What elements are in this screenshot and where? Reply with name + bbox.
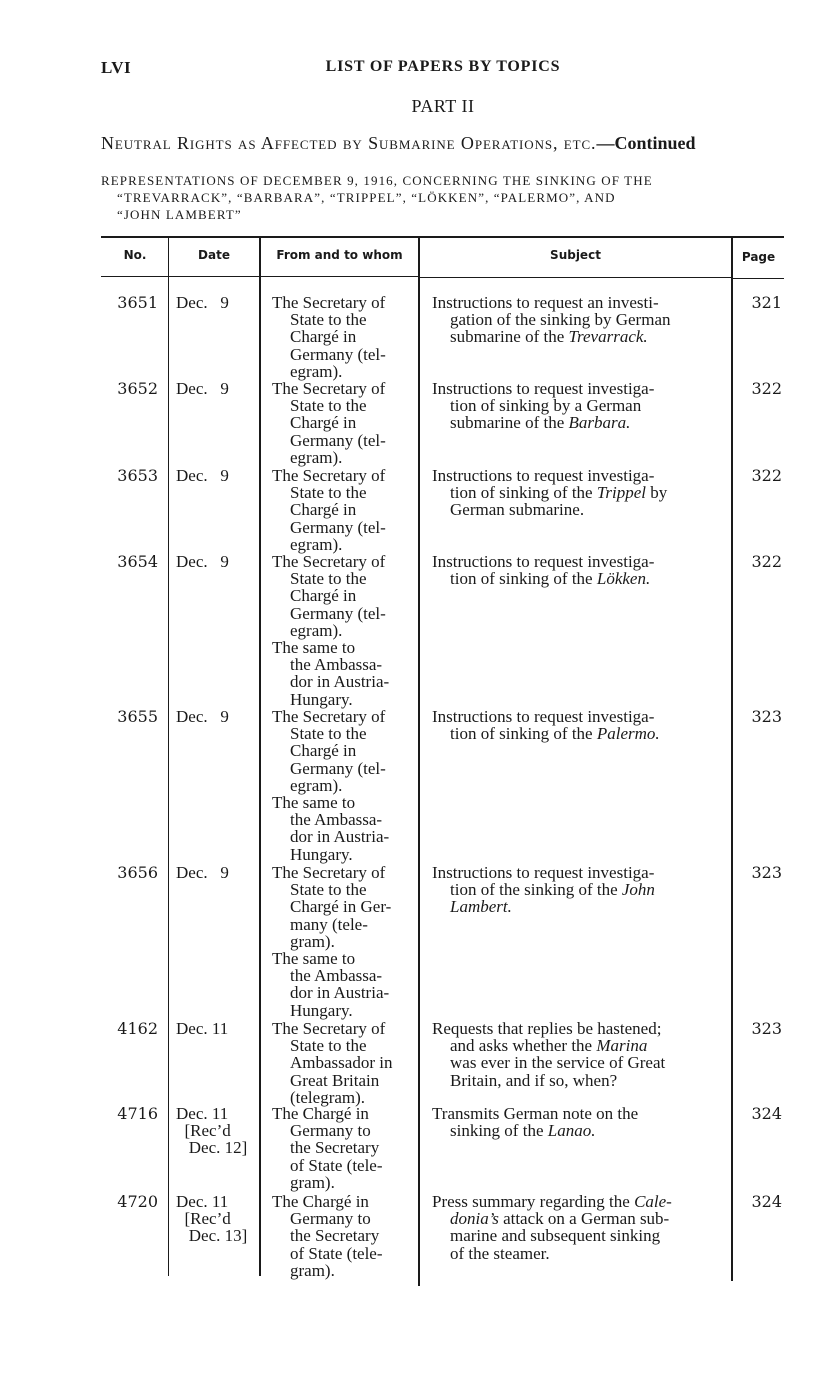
subject-line: tion of sinking of the Lökken.	[450, 569, 651, 589]
subject-line: sinking of the Lanao.	[450, 1121, 596, 1141]
column-rule	[731, 236, 733, 1281]
from-line: The Chargé in	[272, 1104, 369, 1123]
row-date: Dec. 11	[176, 1019, 229, 1038]
row-page: 322	[751, 466, 782, 485]
from-line: The Chargé in	[272, 1192, 369, 1211]
row-from-to	[272, 1020, 414, 1106]
row-date: Dec. 9	[176, 379, 229, 398]
row-subject	[432, 708, 722, 742]
header-underline	[169, 276, 259, 277]
section-continued: —Continued	[596, 133, 696, 153]
column-rule	[418, 236, 420, 1286]
subject-line: tion of the sinking of the John	[450, 880, 655, 900]
row-date: Dec. 9	[176, 863, 229, 882]
from-line: of State (tele-	[290, 1155, 383, 1175]
subject-line: Instructions to request investiga-	[432, 707, 655, 726]
row-date: Dec. 11 [Rec’d Dec. 12]	[176, 1104, 248, 1158]
row-from-to	[272, 294, 414, 380]
from-line: Germany (tel-	[290, 344, 386, 364]
from-line: The Secretary of	[272, 552, 386, 571]
row-from-to	[272, 380, 414, 466]
vessel-name: donia’s	[450, 1209, 499, 1229]
from-line: Ambassador in	[290, 1053, 393, 1073]
subject-line: Instructions to request investiga-	[432, 379, 655, 398]
row-from-to	[272, 553, 414, 708]
from-line: Germany (tel-	[290, 517, 386, 537]
subject-line: gation of the sinking by German	[450, 310, 671, 330]
row-subject	[432, 1105, 722, 1139]
from-line: The Secretary of	[272, 466, 386, 485]
from-line: Germany to	[290, 1121, 371, 1141]
subject-line	[432, 898, 722, 915]
row-from-to	[272, 467, 414, 553]
subject-line: tion of sinking of the Palermo.	[450, 724, 660, 744]
row-from-to	[272, 864, 414, 1019]
subsection-line: REPRESENTATIONS OF DECEMBER 9, 1916, CONCERNING THE SINKING OF THE	[101, 173, 653, 188]
from-line: many (tele-	[290, 914, 368, 934]
vessel-name: Barbara.	[568, 413, 631, 433]
from-line: Hungary.	[290, 844, 353, 864]
row-number: 4716	[117, 1104, 158, 1123]
row-date: Dec. 11 [Rec’d Dec. 13]	[176, 1192, 248, 1246]
subject-line: submarine of the Trevarrack.	[450, 327, 648, 347]
from-line: egram).	[290, 620, 343, 640]
from-line: State to the	[290, 1036, 367, 1056]
subject-line: of the steamer.	[450, 1243, 550, 1263]
from-line: State to the	[290, 310, 367, 330]
from-line: Chargé in	[290, 327, 357, 347]
from-line: Germany (tel-	[290, 603, 386, 623]
table-top-rule	[101, 236, 784, 238]
subject-line: Britain, and if so, when?	[450, 1070, 618, 1090]
row-number: 4162	[117, 1019, 158, 1038]
page-number: LVI	[101, 58, 132, 77]
from-line: egram).	[290, 361, 343, 381]
from-line: Germany (tel-	[290, 758, 386, 778]
row-page: 323	[751, 1019, 782, 1038]
row-number: 4720	[117, 1192, 158, 1211]
column-header-no: No.	[123, 248, 147, 262]
row-date: Dec. 9	[176, 552, 229, 571]
subject-line: tion of sinking by a German	[450, 396, 642, 416]
from-line: Great Britain	[290, 1070, 380, 1090]
row-from-to	[272, 1105, 414, 1191]
section-title-text: Neutral Rights as Affected by Submarine Operations, etc.	[101, 133, 597, 153]
from-line: State to the	[290, 396, 367, 416]
row-number: 3655	[117, 707, 158, 726]
subject-line: Instructions to request an investi-	[432, 293, 659, 312]
from-line: The Secretary of	[272, 293, 386, 312]
row-page: 324	[751, 1104, 782, 1123]
from-line: gram).	[290, 1172, 335, 1192]
subject-line: Instructions to request investiga-	[432, 552, 655, 571]
from-line: Hungary.	[290, 689, 353, 709]
from-line: egram).	[290, 775, 343, 795]
subsection-heading	[101, 172, 784, 223]
row-subject	[432, 1193, 722, 1262]
from-line: Chargé in	[290, 586, 357, 606]
row-subject	[432, 380, 722, 432]
row-page: 324	[751, 1192, 782, 1211]
column-header-page: Page	[741, 250, 776, 264]
subject-line: Instructions to request investiga-	[432, 863, 655, 882]
vessel-name: Lambert.	[450, 897, 512, 917]
row-number: 3656	[117, 863, 158, 882]
from-line: The Secretary of	[272, 1019, 386, 1038]
subject-line: submarine of the Barbara.	[450, 413, 631, 433]
part-heading: PART II	[411, 96, 475, 116]
from-line: dor in Austria-	[290, 672, 390, 692]
from-line: the Secretary	[290, 1226, 380, 1246]
column-rule	[168, 236, 169, 1276]
from-line: The Secretary of	[272, 863, 386, 882]
from-line: the Ambassa-	[290, 810, 383, 830]
from-line: dor in Austria-	[290, 983, 390, 1003]
column-header-date: Date	[198, 248, 230, 262]
row-subject	[432, 294, 722, 346]
row-subject	[432, 1020, 722, 1089]
row-date: Dec. 9	[176, 466, 229, 485]
column-rule	[259, 236, 261, 1276]
subject-line: Instructions to request investiga-	[432, 466, 655, 485]
from-line: egram).	[290, 447, 343, 467]
row-from-to	[272, 1193, 414, 1279]
row-number: 3653	[117, 466, 158, 485]
subject-line: was ever in the service of Great	[450, 1053, 666, 1073]
column-header-from: From and to whom	[276, 248, 403, 262]
from-line: State to the	[290, 483, 367, 503]
vessel-name: Lanao.	[547, 1121, 596, 1141]
header-underline	[733, 278, 784, 279]
from-line: Chargé in	[290, 741, 357, 761]
subject-line: Press summary regarding the Cale-	[432, 1192, 672, 1211]
row-number: 3654	[117, 552, 158, 571]
from-line: State to the	[290, 569, 367, 589]
vessel-name: Palermo.	[596, 724, 660, 744]
subject-line: marine and subsequent sinking	[450, 1226, 661, 1246]
from-line: The Secretary of	[272, 379, 386, 398]
from-line: Hungary.	[290, 1000, 353, 1020]
from-line: Chargé in	[290, 500, 357, 520]
vessel-name: Marina	[596, 1036, 648, 1056]
from-line: gram).	[290, 1260, 335, 1280]
vessel-name: Trippel	[596, 483, 646, 503]
running-title: LIST OF PAPERS BY TOPICS	[325, 58, 561, 75]
subject-line: and asks whether the Marina	[450, 1036, 648, 1056]
vessel-name: Cale-	[634, 1192, 672, 1211]
row-page: 321	[751, 293, 782, 312]
from-line: of State (tele-	[290, 1243, 383, 1263]
row-number: 3651	[117, 293, 158, 312]
row-subject	[432, 467, 722, 519]
from-line: Germany to	[290, 1209, 371, 1229]
from-line: Chargé in Ger-	[290, 897, 392, 917]
vessel-name: Trevarrack.	[568, 327, 648, 347]
from-line: gram).	[290, 931, 335, 951]
subject-line: Transmits German note on the	[432, 1104, 639, 1123]
from-line: the Secretary	[290, 1138, 380, 1158]
vessel-name: John	[621, 880, 655, 900]
row-number: 3652	[117, 379, 158, 398]
header-underline	[101, 276, 169, 277]
from-line: Germany (tel-	[290, 430, 386, 450]
from-line: The same to	[272, 793, 356, 813]
header-underline	[261, 276, 418, 277]
from-line: State to the	[290, 880, 367, 900]
row-date: Dec. 9	[176, 293, 229, 312]
row-subject	[432, 553, 722, 587]
from-line: the Ambassa-	[290, 966, 383, 986]
subsection-line: “JOHN LAMBERT”	[117, 207, 242, 222]
row-subject	[432, 864, 722, 916]
from-line: the Ambassa-	[290, 655, 383, 675]
subject-line: donia’s attack on a German sub-	[450, 1209, 670, 1229]
row-date: Dec. 9	[176, 707, 229, 726]
from-line: egram).	[290, 534, 343, 554]
header-underline	[420, 277, 731, 278]
from-line: State to the	[290, 724, 367, 744]
from-line: The same to	[272, 949, 356, 969]
row-page: 322	[751, 552, 782, 571]
row-page: 322	[751, 379, 782, 398]
vessel-name: Lökken.	[596, 569, 651, 589]
subject-line: German submarine.	[450, 500, 585, 520]
subsection-line: “TREVARRACK”, “BARBARA”, “TRIPPEL”, “LÖKKEN”, “PALERMO”, AND	[117, 190, 616, 205]
from-line: The same to	[272, 638, 356, 658]
from-line: (telegram).	[290, 1087, 366, 1107]
from-line: The Secretary of	[272, 707, 386, 726]
column-header-subject: Subject	[550, 248, 601, 262]
from-line: Chargé in	[290, 413, 357, 433]
from-line: dor in Austria-	[290, 827, 390, 847]
row-from-to	[272, 708, 414, 863]
row-page: 323	[751, 707, 782, 726]
subject-line: Requests that replies be hastened;	[432, 1019, 662, 1038]
subject-line: tion of sinking of the Trippel by	[450, 483, 668, 503]
row-page: 323	[751, 863, 782, 882]
section-title	[101, 133, 784, 154]
